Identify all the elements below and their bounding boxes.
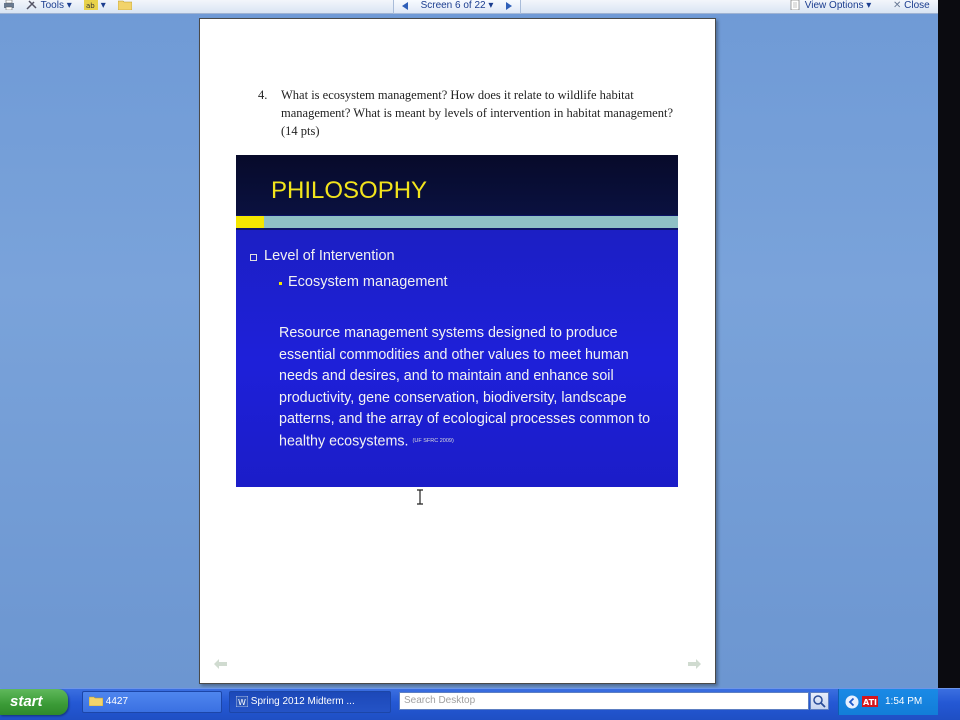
view-options-icon xyxy=(790,0,802,10)
slide-title: PHILOSOPHY xyxy=(271,177,428,204)
slide-accent-teal xyxy=(264,216,678,228)
search-button[interactable] xyxy=(810,692,829,710)
screen-counter: Screen 6 of 22 xyxy=(420,0,486,11)
next-page-arrow-icon[interactable] xyxy=(687,659,701,669)
word-document-icon xyxy=(236,696,248,707)
tools-menu[interactable]: Tools ▾ xyxy=(26,0,72,14)
tray-expand-icon[interactable] xyxy=(845,695,859,709)
close-icon: ✕ xyxy=(893,0,902,11)
printer-icon xyxy=(3,0,15,10)
close-label: Close xyxy=(904,0,930,11)
close-button[interactable] xyxy=(893,0,930,14)
spelling-button[interactable]: ab ▾ xyxy=(86,0,106,11)
taskbar-item-word-document[interactable] xyxy=(229,691,391,713)
tools-label: Tools xyxy=(40,0,64,11)
screen-edge xyxy=(938,0,960,688)
tools-icon xyxy=(26,0,38,10)
search-icon xyxy=(811,693,828,709)
taskbar-item-folder[interactable] xyxy=(82,691,222,713)
clock[interactable]: 1:54 PM xyxy=(885,696,923,707)
question-text: What is ecosystem management? How does it relate to wildlife habitat management? What is meant by levels of intervention in habitat management? (14 pts) xyxy=(281,88,673,138)
folder-icon xyxy=(89,696,103,706)
citation: (UF SFRC 2009) xyxy=(412,437,454,444)
next-screen-icon[interactable] xyxy=(506,2,512,10)
embedded-slide xyxy=(236,155,678,487)
desktop-search-input[interactable] xyxy=(399,692,809,710)
svg-text:ab: ab xyxy=(86,2,95,11)
svg-text:W: W xyxy=(238,697,246,707)
definition-text: Resource management systems designed to produce essential commodities and other values to meet human needs and desires, and to maintain and enhance soil productivity, gene conservation, biodiversity, landscape patterns, and the array of ecological processes common to healthy ecosystems. xyxy=(279,325,651,450)
search-placeholder: Search Desktop xyxy=(404,695,476,706)
taskbar-item-label: 4427 xyxy=(105,696,129,707)
document-page xyxy=(199,18,716,684)
previous-screen-icon[interactable] xyxy=(402,2,408,10)
spellcheck-icon xyxy=(84,0,98,10)
text-cursor-icon xyxy=(416,489,424,505)
square-bullet-icon xyxy=(250,254,257,261)
taskbar-item-label: Spring 2012 Midterm ... xyxy=(250,696,355,707)
slide-body: Level of Intervention Ecosystem management Resource management systems designed to produce essential commodities and other values to meet human needs and desires, and to maintain and enhance soil productivity, gene conservation, biodiversity, landscape patterns, and the array of ecological processes common to healthy ecosystems. (UF SFRC 2009) xyxy=(236,230,678,487)
question-number: 4. xyxy=(258,88,268,102)
system-tray xyxy=(838,689,938,715)
previous-page-arrow-icon[interactable] xyxy=(214,659,228,669)
folder-button[interactable] xyxy=(118,0,132,14)
start-label: start xyxy=(10,693,43,710)
taskbar xyxy=(0,688,960,720)
slide-accent-yellow xyxy=(236,216,264,228)
print-button[interactable] xyxy=(3,0,15,14)
start-button[interactable] xyxy=(0,689,68,715)
view-options-menu[interactable]: View Options ▾ xyxy=(790,0,871,14)
screen-navigator: Screen 6 of 22 ▾ xyxy=(393,0,521,14)
slide-title-band xyxy=(236,155,678,215)
ati-icon[interactable] xyxy=(862,696,878,707)
folder-icon xyxy=(118,0,132,10)
svg-text:ATI: ATI xyxy=(863,698,878,707)
slide-definition xyxy=(279,323,669,453)
top-toolbar xyxy=(0,0,938,14)
view-options-label: View Options xyxy=(804,0,864,11)
dot-bullet-icon xyxy=(279,282,282,285)
